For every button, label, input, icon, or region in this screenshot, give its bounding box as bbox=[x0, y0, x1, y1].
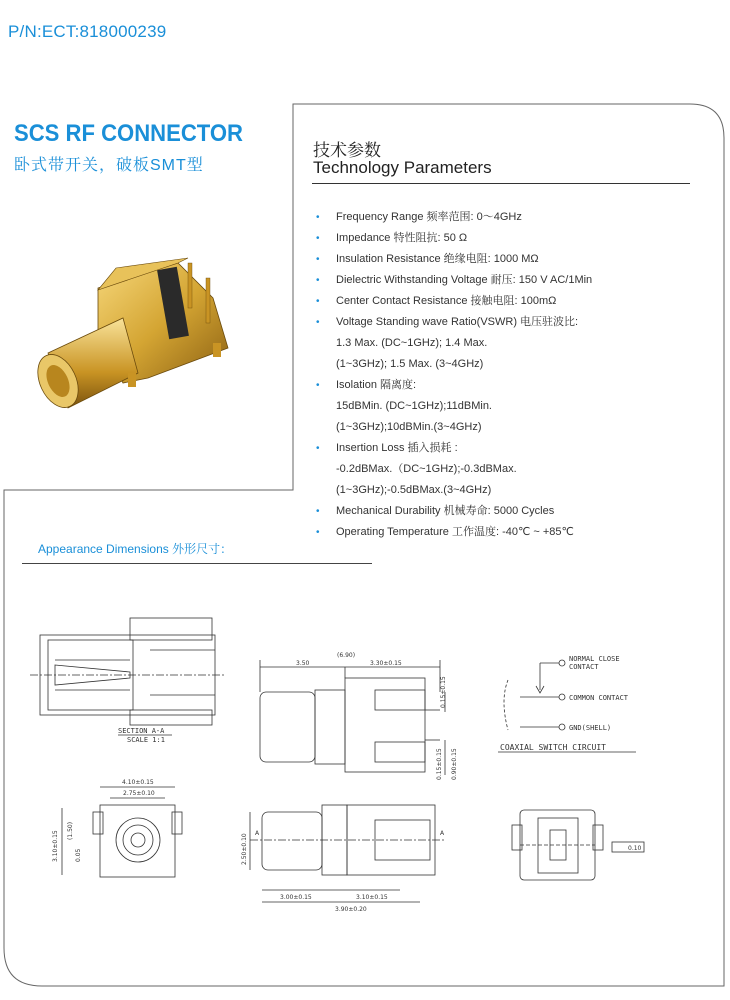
switch-circuit bbox=[498, 660, 636, 752]
dim-overall: (6.90) bbox=[337, 652, 356, 659]
bullet-icon: • bbox=[316, 212, 320, 223]
tech-divider bbox=[312, 183, 690, 184]
dim-390: 3.90±0.20 bbox=[335, 906, 367, 913]
bullet-icon: • bbox=[316, 233, 320, 244]
section-label: SECTION A-A bbox=[118, 727, 165, 735]
product-title: SCS RF CONNECTOR bbox=[14, 120, 243, 147]
param-vswr: • Voltage Standing wave Ratio(VSWR) 电压驻波比: 1.3 Max. (DC~1GHz); 1.4 Max. (1~3GHz); 1.5 Max. (3~4GHz) bbox=[316, 312, 706, 375]
dim-015a: 0.15±0.15 bbox=[440, 676, 447, 708]
dim-275: 2.75±0.10 bbox=[123, 790, 155, 797]
front-view bbox=[62, 787, 182, 877]
appearance-divider bbox=[22, 563, 372, 564]
param-contact-resistance: • Center Contact Resistance 接触电阻: 100mΩ bbox=[316, 291, 706, 312]
connector-photo bbox=[28, 238, 248, 418]
tech-title-cn: 技术参数 bbox=[313, 141, 381, 160]
bullet-icon: • bbox=[316, 317, 320, 328]
bullet-icon: • bbox=[316, 443, 320, 454]
param-frequency: • Frequency Range 频率范围: 0～4GHz bbox=[316, 207, 706, 228]
bullet-icon: • bbox=[316, 506, 320, 517]
dimension-drawings bbox=[0, 570, 730, 970]
flatness-value: 0.10 bbox=[628, 845, 642, 852]
bullet-icon: • bbox=[316, 527, 320, 538]
dim-090: 0.90±0.15 bbox=[451, 748, 458, 780]
bottom-view bbox=[250, 805, 445, 902]
dim-350: 3.50 bbox=[296, 660, 310, 667]
param-dielectric: • Dielectric Withstanding Voltage 耐压: 150 V AC/1Min bbox=[316, 270, 706, 291]
dim-410: 4.10±0.15 bbox=[122, 779, 154, 786]
side-view bbox=[260, 660, 445, 775]
circuit-contact: CONTACT bbox=[569, 663, 599, 671]
param-durability: • Mechanical Durability 机械寿命: 5000 Cycles bbox=[316, 501, 706, 522]
dim-310v: 3.10±0.15 bbox=[52, 830, 59, 862]
product-subtitle: 卧式带开关，破板SMT型 bbox=[14, 157, 204, 174]
param-isolation: • Isolation 隔离度: 15dBMin. (DC~1GHz);11dBMin. (1~3GHz);10dBMin.(3~4GHz) bbox=[316, 375, 706, 438]
section-mark-left: A bbox=[255, 830, 260, 837]
dim-150: (1.50) bbox=[67, 821, 74, 840]
circuit-common: COMMON CONTACT bbox=[569, 694, 629, 702]
section-mark-right: A bbox=[440, 830, 445, 837]
param-insulation: • Insulation Resistance 绝缘电阻: 1000 MΩ bbox=[316, 249, 706, 270]
dim-310h: 3.10±0.15 bbox=[356, 894, 388, 901]
param-impedance: • Impedance 特性阻抗: 50 Ω bbox=[316, 228, 706, 249]
bullet-icon: • bbox=[316, 275, 320, 286]
circuit-normal-close: NORMAL CLOSE bbox=[569, 655, 620, 663]
bullet-icon: • bbox=[316, 254, 320, 265]
bullet-icon: • bbox=[316, 296, 320, 307]
top-view bbox=[512, 810, 644, 880]
scale-label: SCALE 1:1 bbox=[127, 736, 165, 744]
param-temperature: • Operating Temperature 工作温度: -40℃ ~ +85℃ bbox=[316, 522, 706, 543]
dim-330: 3.30±0.15 bbox=[370, 660, 402, 667]
parameter-list bbox=[316, 207, 706, 543]
appearance-title: Appearance Dimensions 外形尺寸： bbox=[38, 542, 233, 556]
dim-250: 2.50±0.10 bbox=[241, 833, 248, 865]
circuit-title: COAXIAL SWITCH CIRCUIT bbox=[500, 743, 606, 752]
circuit-gnd: GND(SHELL) bbox=[569, 724, 612, 732]
section-view bbox=[30, 618, 225, 735]
dim-300: 3.00±0.15 bbox=[280, 894, 312, 901]
dim-015b: 0.15±0.15 bbox=[436, 748, 443, 780]
bullet-icon: • bbox=[316, 380, 320, 391]
dim-005: 0.05 bbox=[75, 848, 82, 862]
param-insertion-loss: • Insertion Loss 插入损耗 : -0.2dBMax.（DC~1GHz);-0.3dBMax. (1~3GHz);-0.5dBMax.(3~4GHz) bbox=[316, 438, 706, 501]
tech-title-en: Technology Parameters bbox=[313, 158, 492, 177]
part-number: P/N:ECT:818000239 bbox=[8, 22, 167, 41]
